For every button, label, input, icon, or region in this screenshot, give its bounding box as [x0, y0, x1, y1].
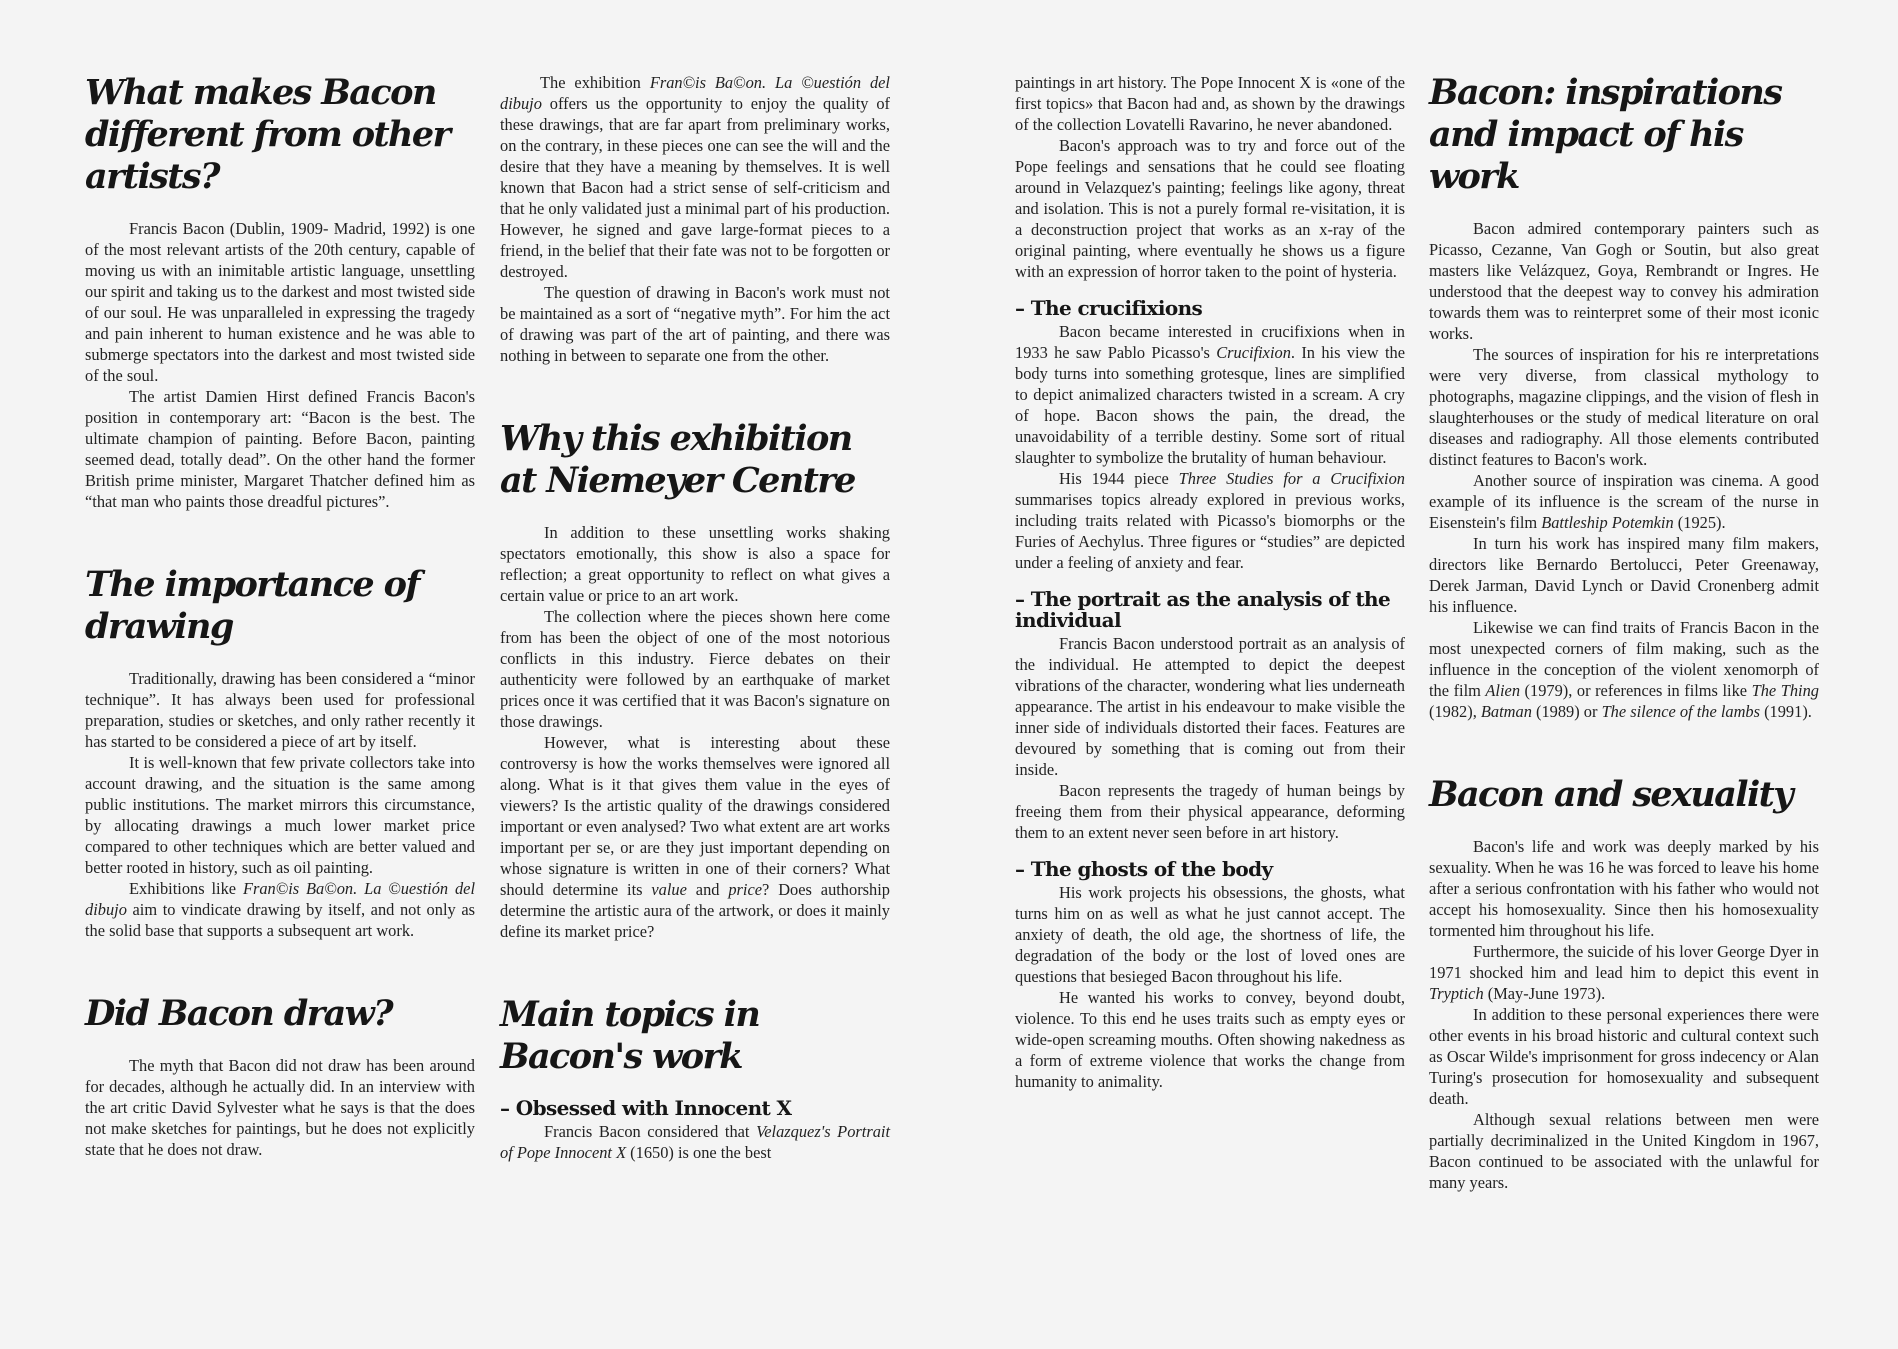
- paragraph: The myth that Bacon did not draw has been around for decades, although he actually did. In an interview with the art critic David Sylvester what he says is that the does not make sketches for paintings, but he does not explicitly state that he does not draw.: [85, 1056, 475, 1159]
- film-title: The silence of the lambs: [1601, 702, 1760, 721]
- subsection-crucifixions: [1015, 298, 1405, 573]
- paragraph: In addition to these unsettling works shaking spectators emotionally, this show is also a space for reflection; a great opportunity to reflect on what gives a certain value or price to an art work.: [500, 523, 890, 605]
- paragraph: Bacon's life and work was deeply marked by his sexuality. When he was 16 he was forced to leave his home after a serious confrontation with his father who would not accept his homosexuality. Since then his homosexuality tormented him throughout his life.: [1429, 837, 1819, 940]
- paragraph: Francis Bacon (Dublin, 1909- Madrid, 1992) is one of the most relevant artists of the 20th century, capable of moving us with an inimitable artistic language, unsettling our spirit and taking us to the darkest and most twisted side of our soul. He was unparalleled in expressing the tragedy and pain inherent to human existence and he was able to submerge spectators into the darkest and most twisted side of the soul.: [85, 219, 475, 385]
- paragraph: The artist Damien Hirst defined Francis Bacon's position in contemporary art: “Bacon is the best. The ultimate champion of painting. Before Bacon, painting seemed dead, totally dead”. On the other hand the former British prime minister, Margaret Thatcher defined him as “that man who paints those dreadful pictures”.: [85, 387, 475, 511]
- section-heading: The importance of drawing: [85, 564, 419, 647]
- paragraph: It is well-known that few private collectors take into account drawing, and the situation is the same among public institutions. The market mirrors this circumstance, by allocating drawings a much lower market price compared to other techniques which are better valued and better rooted in history, such as oil painting.: [85, 753, 475, 877]
- text-run: However, what is interesting about these controversy is how the works themselves were ignored all along. What is it that gives them value in the eyes of viewers? Is the artistic quality of the drawings considered important or even analysed? Two what extent are art works important per se, or are they just important depending on whose signature is written in one of their corners? What should determine its: [500, 733, 890, 899]
- section-inspirations-and-impact: [1429, 72, 1819, 722]
- text-run: (1982),: [1429, 702, 1481, 721]
- subsection-portrait: [1015, 589, 1405, 843]
- text-run: (1650) is one the best: [626, 1143, 772, 1162]
- film-title: Alien: [1485, 681, 1521, 700]
- subsection-heading: – Obsessed with Innocent X: [500, 1096, 792, 1120]
- artwork-title: Crucifixion: [1216, 343, 1291, 362]
- paragraph: Bacon's approach was to try and force out of the Pope feelings and sensations that he could see floating around in Velazquez's painting; feelings like agony, threat and isolation. This is not a purely formal re-visitation, it is a deconstruction project that works as an x-ray of the original painting, where eventually he shows us a figure with an expression of horror taken to the point of hysteria.: [1015, 136, 1405, 281]
- paragraph: [500, 732, 890, 942]
- section-main-topics: [500, 994, 890, 1163]
- paragraph: In addition to these personal experiences there were other events in his broad historic and cultural context such as Oscar Wilde's imprisonment for gross indecency or Alan Turing's prosecution for homosexuality and subsequent death.: [1429, 1005, 1819, 1108]
- paragraph: [1015, 321, 1405, 468]
- section-importance-of-drawing: [85, 564, 475, 941]
- subsection-heading: – The ghosts of the body: [1015, 857, 1273, 881]
- paragraph: [1429, 470, 1819, 533]
- paragraph: [1015, 468, 1405, 573]
- emphasis: value: [651, 880, 687, 899]
- text-run: summarises topics already explored in previous works, including traits related with Picasso's biomorphs or the Furies of Aechylus. Three figures or “studies” are depicted under a feeling of anxiety and fear.: [1015, 490, 1405, 572]
- paragraph: [500, 72, 890, 282]
- column-3: [1015, 72, 1405, 1092]
- subsection-heading: – The portrait as the analysis of the individual: [1015, 587, 1391, 632]
- text-run: Another source of inspiration was cinema. A good example of its influence is the scream of the nurse in Eisenstein's film: [1429, 471, 1819, 532]
- paragraph: Although sexual relations between men were partially decriminalized in the United Kingdom in 1967, Bacon continued to be associated with the unlawful for many years.: [1429, 1110, 1819, 1192]
- paragraph: Bacon represents the tragedy of human beings by freeing them from their physical appearance, deforming them to an extent never seen before in art history.: [1015, 781, 1405, 842]
- column-4: [1429, 72, 1819, 1193]
- section-heading: Bacon: inspirations and impact of his work: [1429, 72, 1782, 197]
- text-run: and: [686, 880, 729, 899]
- paragraph: The question of drawing in Bacon's work must not be maintained as a sort of “negative myth”. For him the act of drawing was part of the art of painting, and there was nothing in between to separate one from the other.: [500, 283, 890, 365]
- section-why-this-exhibition: [500, 418, 890, 942]
- text-run: aim to vindicate drawing by itself, and not only as the solid base that supports a subsequent art work.: [85, 900, 475, 940]
- paragraph: His work projects his obsessions, the ghosts, what turns him on as well as what he just cannot accept. The anxiety of death, the old age, the shortness of life, the degradation of the body or the lost of loved ones are questions that besieged Bacon throughout his life.: [1015, 883, 1405, 986]
- artwork-title: Tryptich: [1429, 984, 1484, 1003]
- emphasis: price: [728, 880, 763, 899]
- column-2: [500, 72, 890, 1163]
- text-run: Furthermore, the suicide of his lover George Dyer in 1971 shocked him and lead him to depict this event in: [1429, 942, 1819, 982]
- section-bacon-and-sexuality: [1429, 774, 1819, 1193]
- section-what-makes-bacon-different: [85, 72, 475, 512]
- section-did-bacon-draw: [85, 993, 475, 1160]
- text-run: Francis Bacon considered that: [544, 1122, 757, 1141]
- text-run: (1989) or: [1531, 702, 1602, 721]
- section-heading: Did Bacon draw?: [85, 993, 393, 1034]
- paragraph: paintings in art history. The Pope Innocent X is «one of the first topics» that Bacon had and, as shown by the drawings of the collection Lovatelli Ravarino, he never abandoned.: [1015, 73, 1405, 134]
- artwork-title: Velazquez's Portrait of Pope Innocent X: [500, 1122, 890, 1162]
- text-run: His 1944 piece: [1059, 469, 1179, 488]
- text-run: (1979), or references in films like: [1520, 681, 1752, 700]
- section-heading: Main topics in Bacon's work: [500, 994, 760, 1077]
- text-run: Bacon became interested in crucifixions when in 1933 he saw Pablo Picasso's: [1015, 322, 1405, 362]
- film-title: Battleship Potemkin: [1541, 513, 1674, 532]
- text-run: . In his view the body turns into something grotesque, lines are simplified to depict animalized characters twisted in a scream. A cry of hope. Bacon shows the pain, the dread, the unavoidability of a terrible destiny. Some sort of ritual slaughter to symbolize the brutality of human behaviour.: [1015, 343, 1405, 467]
- subsection-heading: – The crucifixions: [1015, 296, 1203, 320]
- column-1: [85, 72, 475, 1160]
- film-title: Batman: [1480, 702, 1532, 721]
- paragraph: [1429, 941, 1819, 1004]
- paragraph: The collection where the pieces shown here come from has been the object of one of the most notorious conflicts in this industry. Fierce debates on their authenticity were followed by an earthquake of market prices once it was certified that it was Bacon's signature on those drawings.: [500, 607, 890, 731]
- paragraph: [500, 1121, 890, 1163]
- artwork-title: Three Studies for a Crucifixion: [1178, 469, 1405, 488]
- paragraph: [1429, 617, 1819, 722]
- section-heading: What makes Bacon different from other artists?: [85, 72, 450, 197]
- paragraph: Francis Bacon understood portrait as an analysis of the individual. He attempted to depict the deepest vibrations of the character, wondering what lies underneath appearance. The artist in his endeavour to make visible the inner side of individuals distorted their faces. Features are devoured by something that is coming out from their inside.: [1015, 634, 1405, 779]
- subsection-innocent-x-continued: [1015, 72, 1405, 282]
- text-run: (May-June 1973).: [1483, 984, 1606, 1003]
- text-run: Exhibitions like: [129, 879, 243, 898]
- text-run: (1991).: [1759, 702, 1812, 721]
- exhibition-title: Fran©is Ba©on. La ©uestión del dibujo: [500, 73, 890, 113]
- section-heading: Bacon and sexuality: [1429, 774, 1792, 815]
- paragraph: Bacon admired contemporary painters such as Picasso, Cezanne, Van Gogh or Soutin, but also great masters like Velázquez, Goya, Rembrandt or Ingres. He understood that the deepest way to convey his admiration towards them was to reinterpret some of their most iconic works.: [1429, 219, 1819, 343]
- paragraph: The sources of inspiration for his re interpretations were very diverse, from classical mythology to photographs, magazine clippings, and the vision of flesh in slaughterhouses or the study of medical literature on oral diseases and radiography. All those elements contributed distinct features to Bacon's work.: [1429, 345, 1819, 469]
- text-run: offers us the opportunity to enjoy the quality of these drawings, that are far apart from preliminary works, on the contrary, in these pieces one can see the will and the desire that they have a meaning by themselves. It is well known that Bacon had a strict sense of self-criticism and that he only validated just a minimal part of his production. However, he signed and gave large-format pieces to a friend, in the belief that their fate was not to be forgotten or destroyed.: [500, 94, 890, 281]
- text-run: (1925).: [1673, 513, 1726, 532]
- paragraph: He wanted his works to convey, beyond doubt, violence. To this end he uses traits such as empty eyes or wide-open screaming mouths. Often showing nakedness as a form of extreme violence that works the change from humanity to animality.: [1015, 988, 1405, 1091]
- text-run: Likewise we can find traits of Francis Bacon in the most unexpected corners of film making, such as the influence in the conception of the violent xenomorph of the film: [1429, 618, 1819, 700]
- exhibition-title: Fran©is Ba©on. La ©uestión del dibujo: [85, 879, 476, 919]
- section-heading: Why this exhibition at Niemeyer Centre: [500, 418, 855, 501]
- paragraph: In turn his work has inspired many film makers, directors like Bernardo Bertolucci, Peter Greenaway, Derek Jarman, David Lynch or David Cronenberg admit his influence.: [1429, 534, 1819, 616]
- film-title: The Thing: [1751, 681, 1819, 700]
- subsection-ghosts-of-the-body: [1015, 859, 1405, 1092]
- section-exhibition-intro: [500, 72, 890, 366]
- paragraph: Traditionally, drawing has been considered a “minor technique”. It has always been used for professional preparation, studies or sketches, and only rather recently it has started to be considered a piece of art by itself.: [85, 669, 475, 751]
- paragraph: [85, 878, 475, 941]
- text-run: The exhibition: [540, 73, 650, 92]
- text-run: ? Does authorship determine the artistic aura of the artwork, or does it mainly define its market price?: [500, 880, 890, 941]
